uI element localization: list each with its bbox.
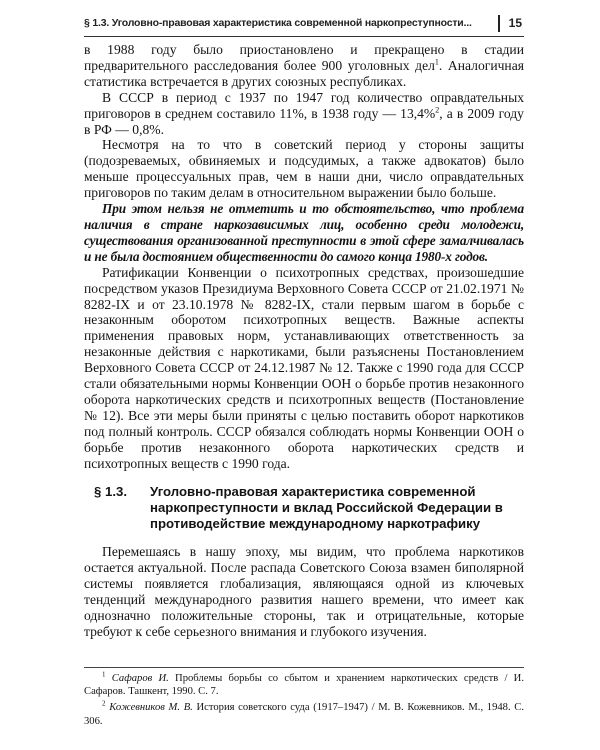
running-title: § 1.3. Уголовно-правовая характеристика современной наркопреступности... (84, 17, 472, 29)
paragraph-1 (84, 42, 524, 90)
header-rule (84, 36, 524, 37)
footnote-2 (84, 701, 524, 727)
page-number: 15 (508, 16, 522, 30)
running-head (84, 12, 522, 34)
footnote-ref-2: 2 (435, 105, 440, 115)
main-text (84, 42, 524, 640)
header-separator (498, 15, 500, 32)
paragraph-2 (84, 90, 524, 138)
footnote-ref-1: 1 (434, 57, 439, 67)
paragraph-4-emphasis: При этом нельзя не отметить и то обстоятельство, что проблема наличия в стране наркозависимых лиц, особенно среди молодежи, существования организованной преступности в этой сфере замалчивалась и не была достоянием общественности до самого конца 1980-х годов. (84, 201, 524, 264)
section-title: Уголовно-правовая характеристика современной наркопреступности и вклад Российской Федерации в противодействие международному наркотрафику (150, 484, 503, 532)
paragraph-6: Перемешаясь в нашу эпоху, мы видим, что проблема наркотиков остается актуальной. После распада Советского Союза взамен биполярной системы появляется глобализация, являющаяся одной из ключевых тенденций международного развития нашего времени, что имеет как однозначно положительные стороны, так и отрицательные, которые требуют к себе серьезного внимания и глубокого изучения. (84, 544, 524, 639)
paragraph-5: Ратификации Конвенции о психотропных средствах, произошедшие посредством указов Президиума Верховного Совета СССР от 21.02.1971 № 8282-IX и от 23.10.1978 № 8282-IX, стали первым шагом в борьбе с незаконным оборотом психотропных веществ. Важные аспекты применения правовых норм, устанавливающих ответственность за незаконные действия с наркотиками, были разъяснены Постановлением Верховного Совета СССР от 24.12.1987 № 12. Также с 1990 года для СССР стали обязательными нормы Конвенции ООН о борьбе против незаконного оборота наркотических средств и психотропных веществ (Постановление № 12). Все эти меры были приняты с целью поставить оборот наркотиков под полный контроль. СССР обязался соблюдать нормы Конвенции ООН о борьбе против незаконного оборота наркотических средств и психотропных веществ с 1990 года. (84, 264, 524, 471)
footnote-1-text: Проблемы борьбы со сбытом и хранением наркотических средств / И. Сафаров. Ташкент, 1990. С. 7. (84, 673, 524, 698)
paragraph-1-tail: . Аналогичная статистика встречается в других союзных республиках. (84, 57, 524, 89)
paragraph-1-text: в 1988 году было приостановлено и прекращено в стадии предварительного расследования более 900 уголовных дел (84, 42, 524, 73)
footnotes (84, 672, 524, 731)
paragraph-3: Несмотря на то что в советский период у стороны защиты (подозреваемых, обвиняемых и подсудимых, а также адвокатов) было меньше процессуальных прав, чем в наши дни, число оправдательных приговоров по таким делам в относительном выражении было больше. (84, 137, 524, 201)
footnote-2-author: Кожевников М. В. (109, 702, 193, 714)
paragraph-2-tail: , а в 2009 году в РФ — 0,8%. (84, 105, 524, 137)
footnote-1-mark: 1 (102, 670, 106, 679)
paragraph-2-text: В СССР в период с 1937 по 1947 год количество оправдательных приговоров в среднем составило 11%, в 1938 году — 13,4% (84, 89, 524, 121)
footnote-rule (84, 667, 524, 668)
section-number: § 1.3. (94, 484, 127, 500)
footnote-1 (84, 672, 524, 698)
footnote-1-author: Сафаров И. (111, 673, 169, 684)
footnote-2-text: История советского суда (1917–1947) / М. В. Кожевников. М., 1948. С. 306. (84, 702, 525, 727)
footnote-2-mark: 2 (102, 699, 106, 708)
section-heading (84, 484, 524, 532)
